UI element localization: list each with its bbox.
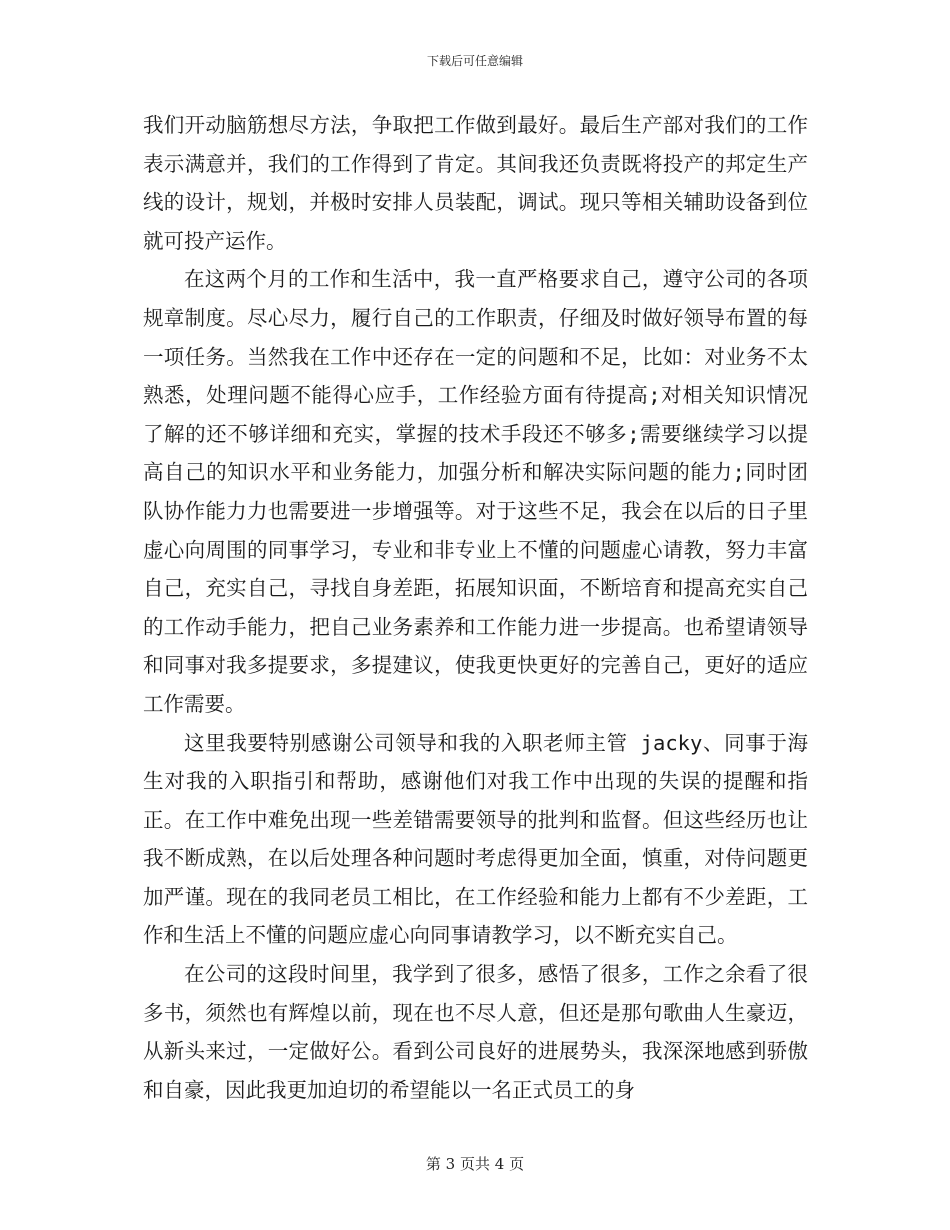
paragraph-1: 我们开动脑筋想尽方法，争取把工作做到最好。最后生产部对我们的工作表示满意并，我们的工作得到了肯定。其间我还负责既将投产的邦定生产线的设计，规划，并极时安排人员装配，调试。现只等相关辅助设备到位就可投产运作。 [143,113,808,253]
paragraph-2: 在这两个月的工作和生活中，我一直严格要求自己，遵守公司的各项规章制度。尽心尽力，履行自己的工作职责，仔细及时做好领导布置的每一项任务。当然我在工作中还存在一定的问题和不足，比如：对业务不太熟悉，处理问题不能得心应手，工作经验方面有待提高;对相关知识情况了解的还不够详细和充实，掌握的技术手段还不够多;需要继续学习以提高自己的知识水平和业务能力，加强分析和解决实际问题的能力;同时团队协作能力力也需要进一步增强等。对于这些不足，我会在以后的日子里虚心向周围的同事学习，专业和非专业上不懂的问题虚心请教，努力丰富自己，充实自己，寻找自身差距，拓展知识面，不断培育和提高充实自己的工作动手能力，把自己业务素养和工作能力进一步提高。也希望请领导和同事对我多提要求，多提建议，使我更快更好的完善自己，更好的适应工作需要。 [143,267,808,716]
document-body [143,106,808,1109]
page-header: 下载后可任意编辑 [426,54,523,68]
paragraph-4: 在公司的这段时间里，我学到了很多，感悟了很多，工作之余看了很多书，须然也有辉煌以前，现在也不尽人意，但还是那句歌曲人生豪迈，从新头来过，一定做好公。看到公司良好的进展势头，我深深地感到骄傲和自豪，因此我更加迫切的希望能以一名正式员工的身 [143,962,808,1102]
paragraph-3: 这里我要特别感谢公司领导和我的入职老师主管 jacky、同事于海生对我的入职指引和帮助，感谢他们对我工作中出现的失误的提醒和指正。在工作中难免出现一些差错需要领导的批判和监督。但这些经历也让我不断成熟，在以后处理各种问题时考虑得更加全面，慎重，对侍问题更加严谨。现在的我同老员工相比，在工作经验和能力上都有不少差距，工作和生活上不懂的问题应虚心向同事请教学习，以不断充实自己。 [143,730,808,948]
page-number: 第 3 页共 4 页 [425,1155,525,1173]
